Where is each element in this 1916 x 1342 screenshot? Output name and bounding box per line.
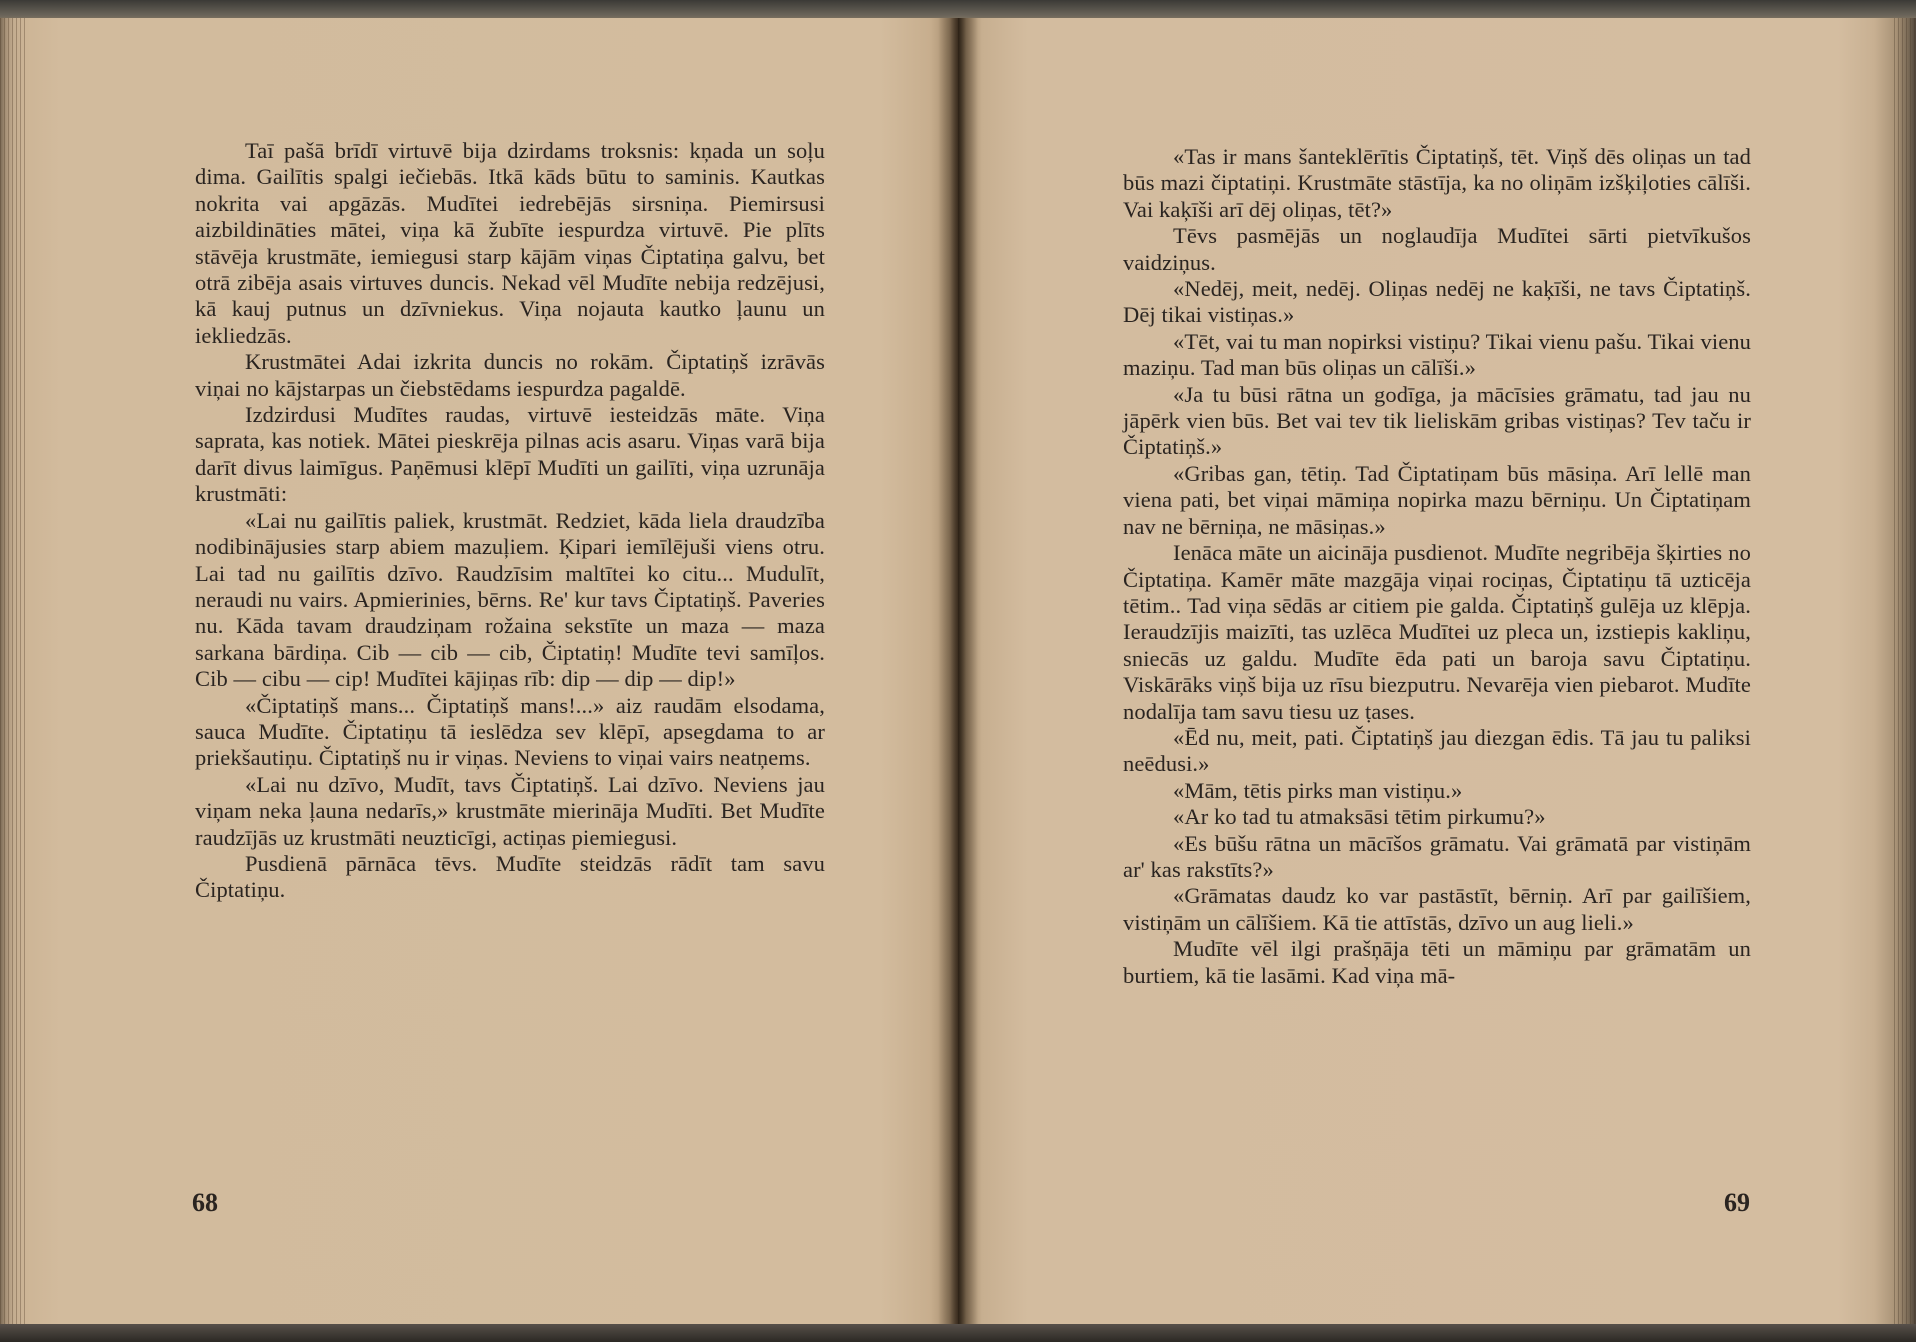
page-stack-edge: [0, 18, 26, 1326]
paragraph: «Es būšu rātna un mācīšos grāmatu. Vai grāmatā par vistiņām ar' kas rakstīts?»: [1123, 830, 1751, 882]
paragraph: «Mām, tētis pirks man vistiņu.»: [1173, 777, 1463, 803]
paragraph: «Lai nu dzīvo, Mudīt, tavs Čiptatiņš. Lai dzīvo. Neviens jau viņam neka ļauna nedarīs,» krustmāte mierināja Mudīti. Bet Mudīte raudzījās uz krustmāti neuzticīgi, actiņas piemiegusi.: [195, 771, 825, 850]
paragraph: «Nedēj, meit, nedēj. Oliņas nedēj ne kaķīši, ne tavs Čiptatiņš. Dēj tikai vistiņas.»: [1123, 276, 1751, 328]
paragraph: «Tēt, vai tu man nopirksi vistiņu? Tikai vienu pašu. Tikai vienu maziņu. Tad man būs oliņas un cālīši.»: [1123, 328, 1751, 381]
left-page-text: [195, 138, 825, 904]
right-page: [958, 18, 1916, 1326]
paragraph: «Grāmatas daudz ko var pastāstīt, bērniņ. Arī par gailīšiem, vistiņām un cālīšiem. Kā tie attīstās, dzīvo un aug lieli.»: [1123, 883, 1751, 935]
paragraph: «Ēd nu, meit, pati. Čiptatiņš jau diezgan ēdis. Tā jau tu paliksi neēdusi.»: [1123, 724, 1751, 777]
paragraph: «Čiptatiņš mans... Čiptatiņš mans!...» aiz raudām elsodama, sauca Mudīte. Čiptatiņu tā ieslēdza sev klēpī, apsegdama to ar priekšautiņu. Čiptatiņš nu ir viņas. Neviens to viņai vairs neatņems.: [195, 692, 825, 771]
page-number: 68: [192, 1188, 218, 1217]
right-page-text: [1123, 144, 1751, 989]
paragraph: Ienāca māte un aicināja pusdienot. Mudīte negribēja šķirties no Čiptatiņa. Kamēr māte mazgāja viņai rociņas, Čiptatiņu tā uzticēja tētim.. Tad viņa sēdās ar citiem pie galda. Čiptatiņš gulēja uz klēpja. Ieraudzījis maizīti, tas uzlēca Mudītei uz pleca un, izstiepis kakliņu, sniecās uz galdu. Mudīte ēda pati un baroja savu Čiptatiņu. Viskārāks viņš bija uz rīsu biezputru. Nevarēja vien piebarot. Mudīte nodalīja tam savu tiesu uz ṭases.: [1123, 540, 1751, 724]
paragraph: Tēvs pasmējās un noglaudīja Mudītei sārti pietvīkušos vaidziņus.: [1123, 223, 1751, 275]
page-number: 69: [1724, 1188, 1750, 1217]
paragraph: «Lai nu gailītis paliek, krustmāt. Redziet, kāda liela draudzība nodibinājusies starp abiem mazuļiem. Ķipari iemīlējuši viens otru. Lai tad nu gailītis dzīvo. Raudzīsim maltītei ko citu... Mudulīt, neraudi nu vairs. Apmierinies, bērns. Re' kur tavs Čiptatiņš. Paveries nu. Kāda tavam draudziņam rožaina sekstīte un maza — maza sarkana bārdiņa. Cib — cib — cib, Čiptatiņ! Mudīte tevi samīļos. Cib — cibu — cip! Mudītei kājiņas rīb: dip — dip — dip!»: [195, 507, 825, 692]
left-page: [0, 18, 958, 1326]
paragraph: Krustmātei Adai izkrita duncis no rokām. Čiptatiņš izrāvās viņai no kājstarpas un čiebstēdams iespurdza pagaldē.: [195, 349, 825, 401]
paragraph: Izdzirdusi Mudītes raudas, virtuvē iesteidzās māte. Viņa saprata, kas notiek. Mātei pieskrēja pilnas acis asaru. Viņas varā bija darīt divus laimīgus. Paņēmusi klēpī Mudīti un gailīti, viņa uzrunāja krustmāti:: [195, 402, 825, 507]
book-bottom-edge: [0, 1324, 1916, 1342]
paragraph: «Ar ko tad tu atmaksāsi tētim pirkumu?»: [1173, 804, 1546, 830]
page-stack-edge: [1894, 18, 1916, 1326]
paragraph: Taī pašā brīdī virtuvē bija dzirdams troksnis: kņada un soļu dima. Gailītis spalgi iečiebās. Itkā kāds būtu to saminis. Kautkas nokrita vai apgāzās. Mudītei iedrebējās sirsniņa. Piemirsusi aizbildināties mātei, viņa kā žubīte iespurdza virtuvē. Pie plīts stāvēja krustmāte, iemiegusi starp kājām viņas Čiptatiņa galvu, bet otrā zibēja asais virtuves duncis. Nekad vēl Mudīte nebija redzējusi, kā kauj putnus un dzīvniekus. Viņa nojauta kautko ļaunu un iekliedzās.: [195, 138, 825, 348]
paragraph: «Gribas gan, tētiņ. Tad Čiptatiņam būs māsiņa. Arī lellē man viena pati, bet viņai māmiņa nopirka mazu bērniņu. Un Čiptatiņam nav ne bērniņa, ne māsiņas.»: [1123, 460, 1751, 539]
paragraph: «Tas ir mans šanteklērītis Čiptatiņš, tēt. Viņš dēs oliņas un tad būs mazi čiptatiņi. Krustmāte stāstīja, ka no oliņām izšķiļoties cālīši. Vai kaķīši arī dēj oliņas, tēt?»: [1123, 144, 1751, 222]
paragraph: «Ja tu būsi rātna un godīga, ja mācīsies grāmatu, tad jau nu jāpērk vien būs. Bet vai tev tik lieliskām gribas vistiņas? Tev taču ir Čiptatiņš.»: [1123, 381, 1751, 460]
paragraph: Mudīte vēl ilgi prašņāja tēti un māmiņu par grāmatām un burtiem, kā tie lasāmi. Kad viņa mā-: [1123, 936, 1751, 988]
paragraph: Pusdienā pārnāca tēvs. Mudīte steidzās rādīt tam savu Čiptatiņu.: [195, 850, 825, 903]
